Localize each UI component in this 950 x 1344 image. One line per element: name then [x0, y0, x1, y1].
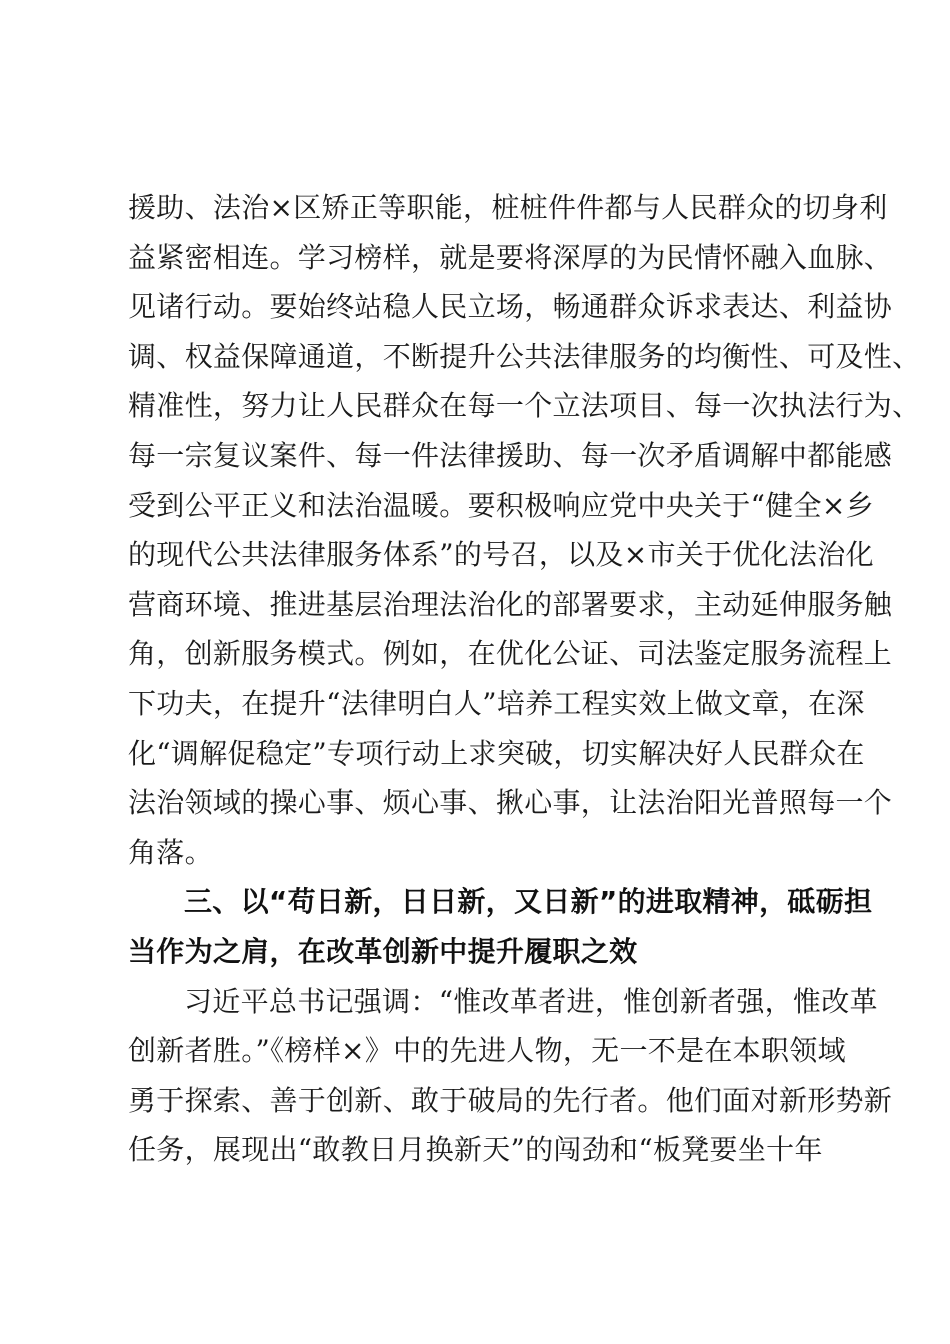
text-line: 受到公平正义和法治温暖。要积极响应党中央关于“健全×乡 — [128, 488, 874, 522]
text-line: 勇于探索、善于创新、敢于破局的先行者。他们面对新形势新 — [128, 1083, 893, 1117]
text-line: 的现代公共法律服务体系”的号召，以及×市关于优化法治化 — [128, 538, 874, 572]
text-line: 法治领域的操心事、烦心事、揪心事，让法治阳光普照每一个 — [128, 786, 893, 820]
text-line: 角，创新服务模式。例如，在优化公证、司法鉴定服务流程上 — [128, 637, 893, 671]
text-line: 见诸行动。要始终站稳人民立场，畅通群众诉求表达、利益协 — [128, 290, 893, 324]
text-line: 援助、法治×区矫正等职能，桩桩件件都与人民群众的切身利 — [128, 191, 888, 224]
section-heading-line: 三、以“苟日新，日日新，又日新”的进取精神，砥砺担 — [184, 885, 873, 919]
section-heading-line: 当作为之肩，在改革创新中提升履职之效 — [128, 934, 638, 968]
text-line: 益紧密相连。学习榜样，就是要将深厚的为民情怀融入血脉、 — [128, 240, 893, 274]
text-line: 调、权益保障通道，不断提升公共法律服务的均衡性、可及性、 — [128, 339, 921, 373]
text-line: 营商环境、推进基层治理法治化的部署要求，主动延伸服务触 — [128, 587, 893, 621]
document-body — [128, 183, 921, 1175]
text-line: 每一宗复议案件、每一件法律援助、每一次矛盾调解中都能感 — [128, 438, 893, 472]
text-line: 任务，展现出“敢教日月换新天”的闯劲和“板凳要坐十年 — [128, 1133, 823, 1167]
text-line: 角落。 — [128, 835, 213, 869]
text-line: 化“调解促稳定”专项行动上求突破，切实解决好人民群众在 — [128, 736, 865, 770]
text-line: 下功夫，在提升“法律明白人”培养工程实效上做文章，在深 — [128, 686, 865, 720]
text-line: 习近平总书记强调：“惟改革者进，惟创新者强，惟改革 — [184, 984, 878, 1018]
text-line: 精准性，努力让人民群众在每一个立法项目、每一次执法行为、 — [128, 389, 921, 423]
text-line: 创新者胜。”《榜样×》中的先进人物，无一不是在本职领域 — [128, 1034, 846, 1068]
